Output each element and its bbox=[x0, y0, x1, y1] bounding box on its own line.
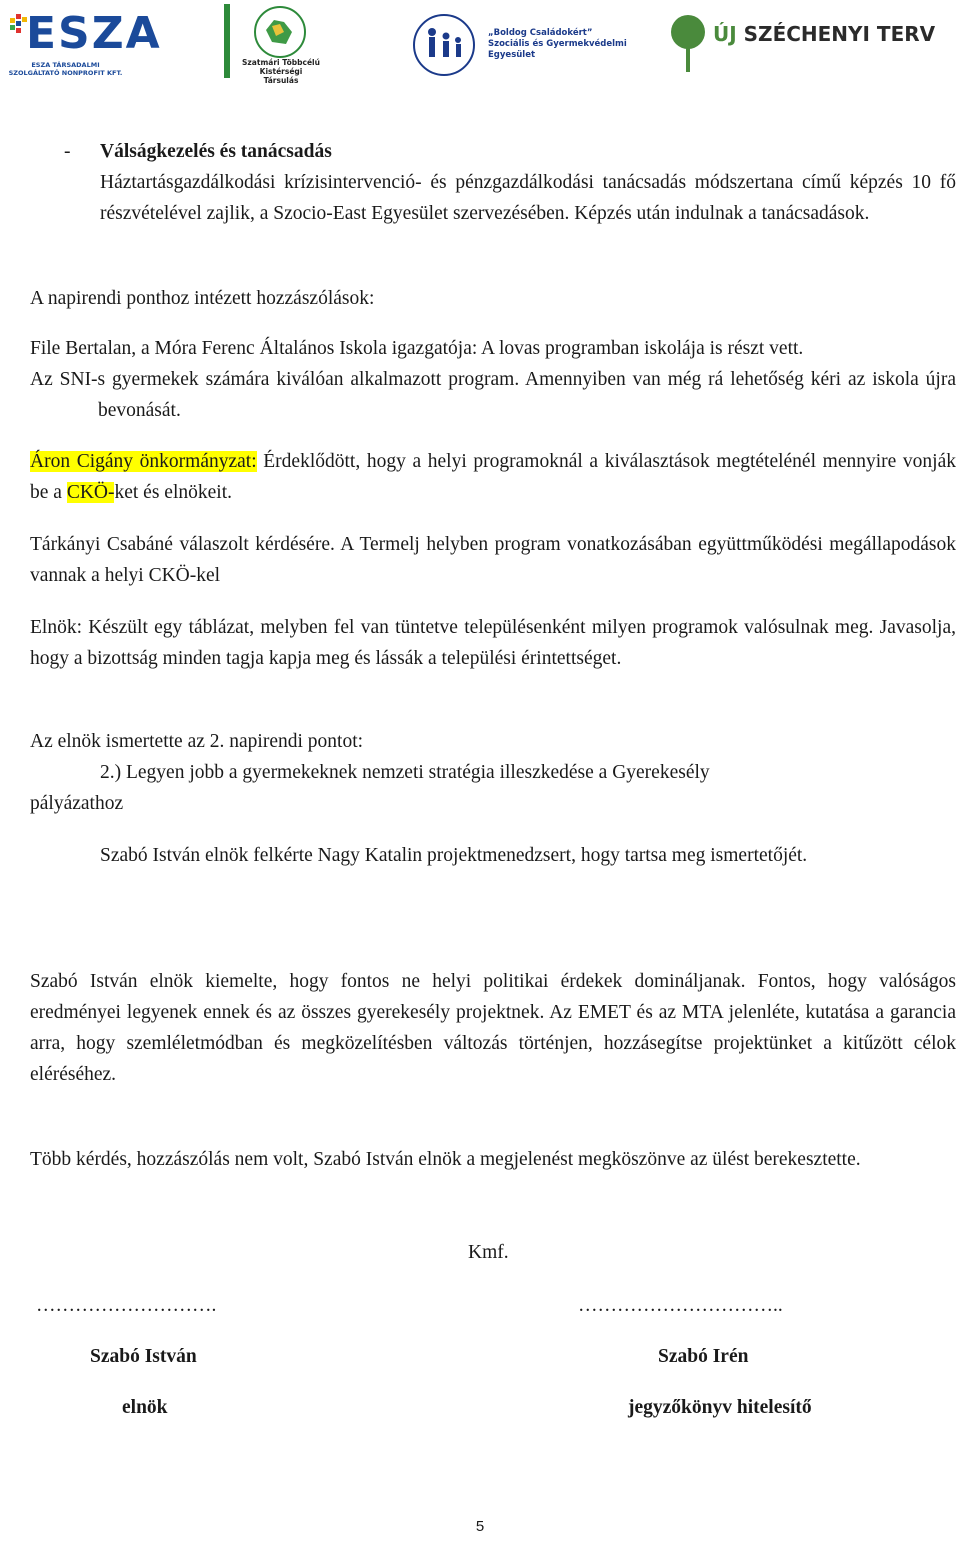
szechenyi-wordmark bbox=[713, 22, 935, 46]
signer-right-name: Szabó Irén bbox=[658, 1346, 749, 1367]
elnok-paragraph: Elnök: Készült egy táblázat, melyben fel van tüntetve településenként milyen programok valósulnak meg. Javasolja, hogy a bizottság minden tagja kapja meg és lássák a települési érintettséget. bbox=[30, 617, 956, 669]
signer-right-role: jegyzőkönyv hitelesítő bbox=[628, 1397, 812, 1418]
sni-paragraph bbox=[30, 364, 956, 426]
tobb-kerdes-paragraph: Több kérdés, hozzászólás nem volt, Szabó István elnök a megjelenést megköszönve az ülést berekesztette. bbox=[30, 1149, 861, 1170]
point2-line: 2.) Legyen jobb a gyermekeknek nemzeti stratégia illeszkedése a Gyerekesély bbox=[100, 762, 710, 783]
szechenyi-name: SZÉCHENYI TERV bbox=[743, 22, 936, 46]
boldog-csaladokert-logo bbox=[410, 12, 630, 78]
szabo-felkerte-paragraph: Szabó István elnök felkérte Nagy Katalin projektmenedzsert, hogy tartsa meg ismertetőjét. bbox=[100, 845, 808, 866]
page-number: 5 bbox=[475, 1518, 485, 1535]
signer-left-name: Szabó István bbox=[90, 1346, 197, 1367]
kmf-label: Kmf. bbox=[468, 1242, 509, 1263]
list-dash: - bbox=[64, 141, 71, 162]
signature-line-left: ………………………. bbox=[36, 1295, 217, 1316]
family-emblem-icon bbox=[410, 12, 480, 78]
aron-end: ket és elnökeit. bbox=[114, 482, 232, 503]
szechenyi-prefix: ÚJ bbox=[713, 22, 737, 46]
aron-highlight: Áron Cigány önkormányzat: bbox=[30, 451, 257, 472]
aron-paragraph bbox=[30, 446, 956, 508]
szechenyi-emblem-icon bbox=[670, 12, 710, 74]
szechenyi-terv-logo bbox=[670, 10, 936, 78]
section-body: Háztartásgazdálkodási krízisintervenció- és pénzgazdálkodási tanácsadás módszertana című képzés 10 fő részvételével zajlik, a Szocio-East Egyesület szervezésében. Képzés után indulnak a tanácsadások. bbox=[100, 172, 956, 224]
tarkanyi-paragraph: Tárkányi Csabáné válaszolt kérdésére. A Termelj helyben program vonatkozásában együttműködési megállapodások vannak a helyi CKÖ-kel bbox=[30, 534, 956, 586]
esza-wordmark: ESZA bbox=[26, 8, 162, 59]
sni-text: Az SNI-s gyermekek számára kiválóan alkalmazott program. Amennyiben van még rá lehetőség kéri az iskola újra bevonását. bbox=[30, 369, 956, 421]
point2-continuation: pályázathoz bbox=[30, 793, 124, 814]
boldog-line: „Boldog Családokért” bbox=[488, 28, 593, 38]
signer-left-role: elnök bbox=[122, 1397, 168, 1418]
boldog-line: Egyesület bbox=[488, 50, 536, 60]
esza-subtitle: ESZA TÁRSADALMI SZOLGÁLTATÓ NONPROFIT KFT. bbox=[8, 61, 123, 77]
boldog-line: Szociális és Gyermekvédelmi bbox=[488, 39, 627, 49]
szatmari-label-line: Szatmári Többcélú bbox=[242, 58, 320, 67]
szabo-kiemelte-paragraph: Szabó István elnök kiemelte, hogy fontos ne helyi politikai érdekek domináljanak. Fontos, hogy valóságos eredményei legyenek ennek és az összes gyerekesély projektnek. Az EMET és az MTA jelenléte, kutatása a garancia arra, hogy szemléletmódban és megközelítésben változás történjen, hozzásegítse projektünket a kitűzött célok eléréséhez. bbox=[30, 971, 956, 1085]
intro-paragraph: A napirendi ponthoz intézett hozzászólások: bbox=[30, 288, 375, 309]
szatmari-label bbox=[242, 58, 320, 85]
szatmari-logo bbox=[222, 2, 320, 85]
signature-line-right: ………………………….. bbox=[578, 1295, 783, 1316]
szatmari-label-line: Kistérségi Társulás bbox=[259, 67, 303, 85]
aron-text: Érdeklődött, hogy a helyi programoknál a kiválasztások megtételénél mennyire vonják be a bbox=[30, 451, 956, 503]
file-bertalan-paragraph: File Bertalan, a Móra Ferenc Általános Iskola igazgatója: A lovas programban iskolája is részt vett. bbox=[30, 338, 804, 359]
ismertette-paragraph: Az elnök ismertette az 2. napirendi pontot: bbox=[30, 731, 364, 752]
cko-highlight: CKÖ- bbox=[66, 482, 115, 503]
boldog-text bbox=[488, 28, 627, 61]
section-heading: Válságkezelés és tanácsadás bbox=[100, 141, 332, 162]
esza-logo bbox=[8, 8, 162, 77]
